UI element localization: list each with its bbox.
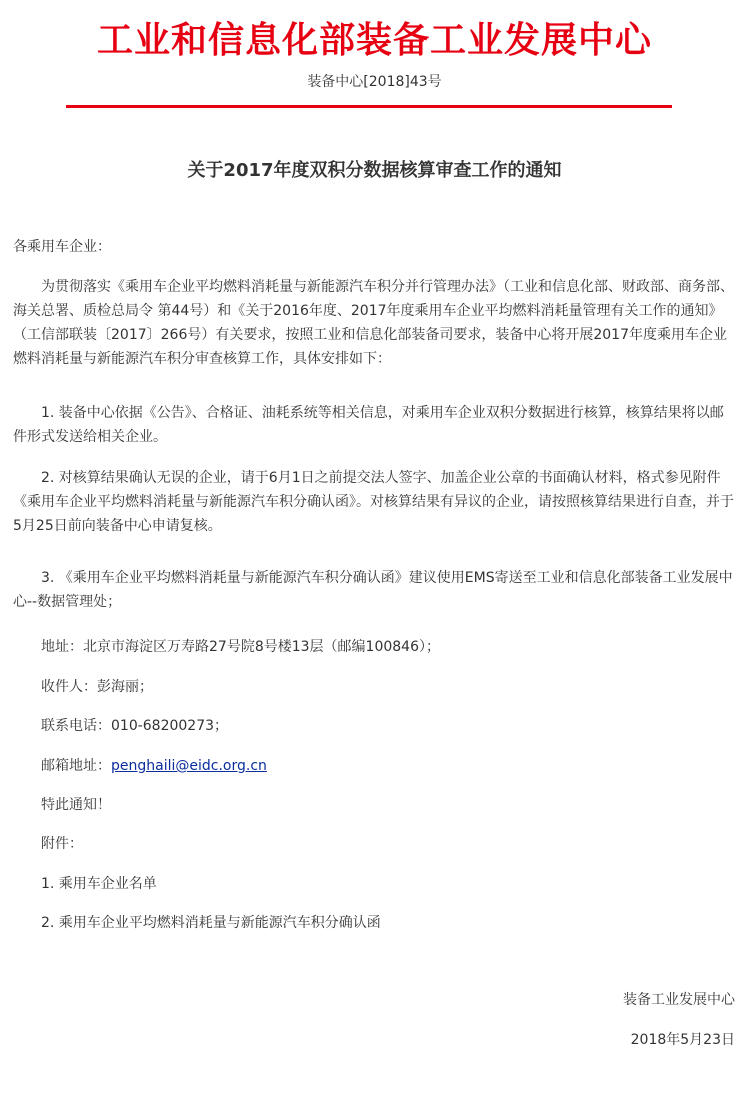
item-1-paragraph: 1. 装备中心依据《公告》、合格证、油耗系统等相关信息，对乘用车企业双积分数据进行核算，核算结果将以邮件形式发送给相关企业。 (13, 405, 724, 445)
closing-line: 特此通知！ (41, 797, 111, 813)
attachment-1: 1. 乘用车企业名单 (41, 876, 157, 892)
item-2-paragraph: 2. 对核算结果确认无误的企业，请于6月1日之前提交法人签字、加盖企业公章的书面确认材料，格式参见附件《乘用车企业平均燃料消耗量与新能源汽车积分确认函》。对核算结果有异议的企业，请按照核算结果进行自查，并于5月25日前向装备中心申请复核。 (13, 470, 734, 534)
recipient-line: 收件人：彭海丽； (41, 679, 153, 695)
phone-line: 联系电话：010-68200273； (41, 718, 229, 734)
document-number: 装备中心[2018]43号 (307, 74, 442, 90)
attachment-2: 2. 乘用车企业平均燃料消耗量与新能源汽车积分确认函 (41, 915, 381, 931)
signature-org: 装备工业发展中心 (623, 992, 735, 1008)
org-header-title: 工业和信息化部装备工业发展中心 (96, 19, 652, 61)
email-link[interactable]: penghaili@eidc.org.cn (111, 758, 267, 774)
email-line (41, 754, 267, 778)
attachments-label: 附件： (41, 836, 83, 852)
signature-date: 2018年5月23日 (630, 1032, 735, 1048)
intro-paragraph: 为贯彻落实《乘用车企业平均燃料消耗量与新能源汽车积分并行管理办法》（工业和信息化部、财政部、商务部、海关总署、质检总局令 第44号）和《关于2016年度、2017年度乘用车企业平均燃料消耗量管理有关工作的通知》（工信部联装〔2017〕266号）有关要求，按照工业和信息化部装备司要求，装备中心将开展2017年度乘用车企业燃料消耗量与新能源汽车积分审查核算工作，具体安排如下： (13, 279, 734, 367)
address-line: 地址：北京市海淀区万寿路27号院8号楼13层（邮编100846）； (41, 639, 440, 655)
email-label: 邮箱地址： (41, 758, 111, 774)
salutation: 各乘用车企业： (13, 239, 111, 255)
notice-title: 关于2017年度双积分数据核算审查工作的通知 (187, 160, 562, 181)
red-divider-line (66, 105, 672, 108)
item-3-paragraph: 3. 《乘用车企业平均燃料消耗量与新能源汽车积分确认函》建议使用EMS寄送至工业和信息化部装备工业发展中心--数据管理处； (13, 570, 733, 610)
